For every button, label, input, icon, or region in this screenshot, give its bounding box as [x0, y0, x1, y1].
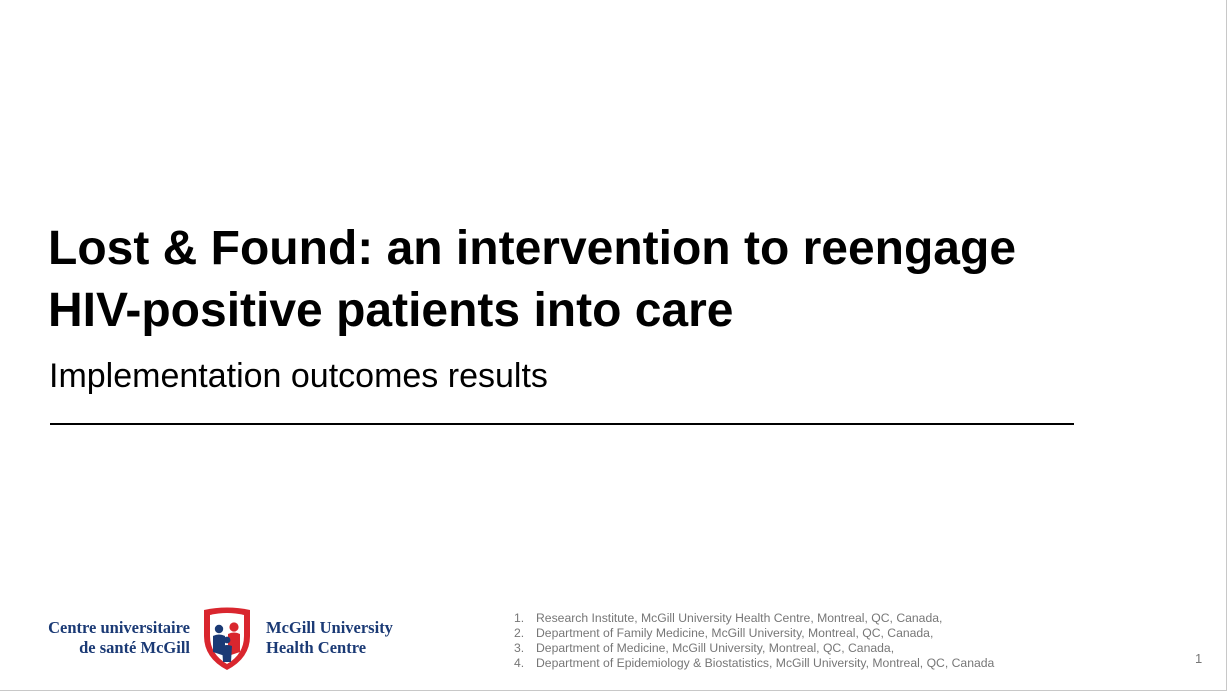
- affiliation-number: 3.: [514, 641, 525, 655]
- affiliation-item: [508, 656, 994, 671]
- affiliation-text: Department of Medicine, McGill University, Montreal, QC, Canada,: [536, 641, 895, 655]
- logo-english-name: [266, 618, 393, 658]
- affiliation-item: [508, 641, 994, 656]
- page-number: 1: [1195, 651, 1203, 666]
- muhc-shield-icon: [200, 606, 254, 672]
- logo-french-line-1: Centre universitaire: [48, 618, 190, 637]
- affiliation-number: 1.: [514, 611, 525, 625]
- affiliation-item: [508, 611, 994, 626]
- affiliation-item: [508, 626, 994, 641]
- logo-english-line-2: Health Centre: [266, 638, 367, 657]
- logo-english-line-1: McGill University: [266, 618, 393, 637]
- title-line-2: HIV-positive patients into care: [48, 284, 734, 337]
- affiliations-list: [508, 611, 994, 671]
- affiliation-text: Department of Family Medicine, McGill University, Montreal, QC, Canada,: [536, 626, 934, 640]
- slide-title: [48, 218, 1148, 342]
- affiliation-text: Research Institute, McGill University Health Centre, Montreal, QC, Canada,: [536, 611, 943, 625]
- slide-subtitle: Implementation outcomes results: [49, 357, 548, 395]
- affiliation-number: 2.: [514, 626, 525, 640]
- title-line-1: Lost & Found: an intervention to reengage: [48, 222, 1017, 275]
- muhc-logo: [28, 606, 418, 672]
- affiliation-text: Department of Epidemiology & Biostatistics, McGill University, Montreal, QC, Canada: [536, 656, 995, 670]
- title-divider: [50, 423, 1074, 425]
- affiliation-number: 4.: [514, 656, 525, 670]
- logo-french-line-2: de santé McGill: [79, 638, 190, 657]
- logo-french-name: [48, 618, 190, 658]
